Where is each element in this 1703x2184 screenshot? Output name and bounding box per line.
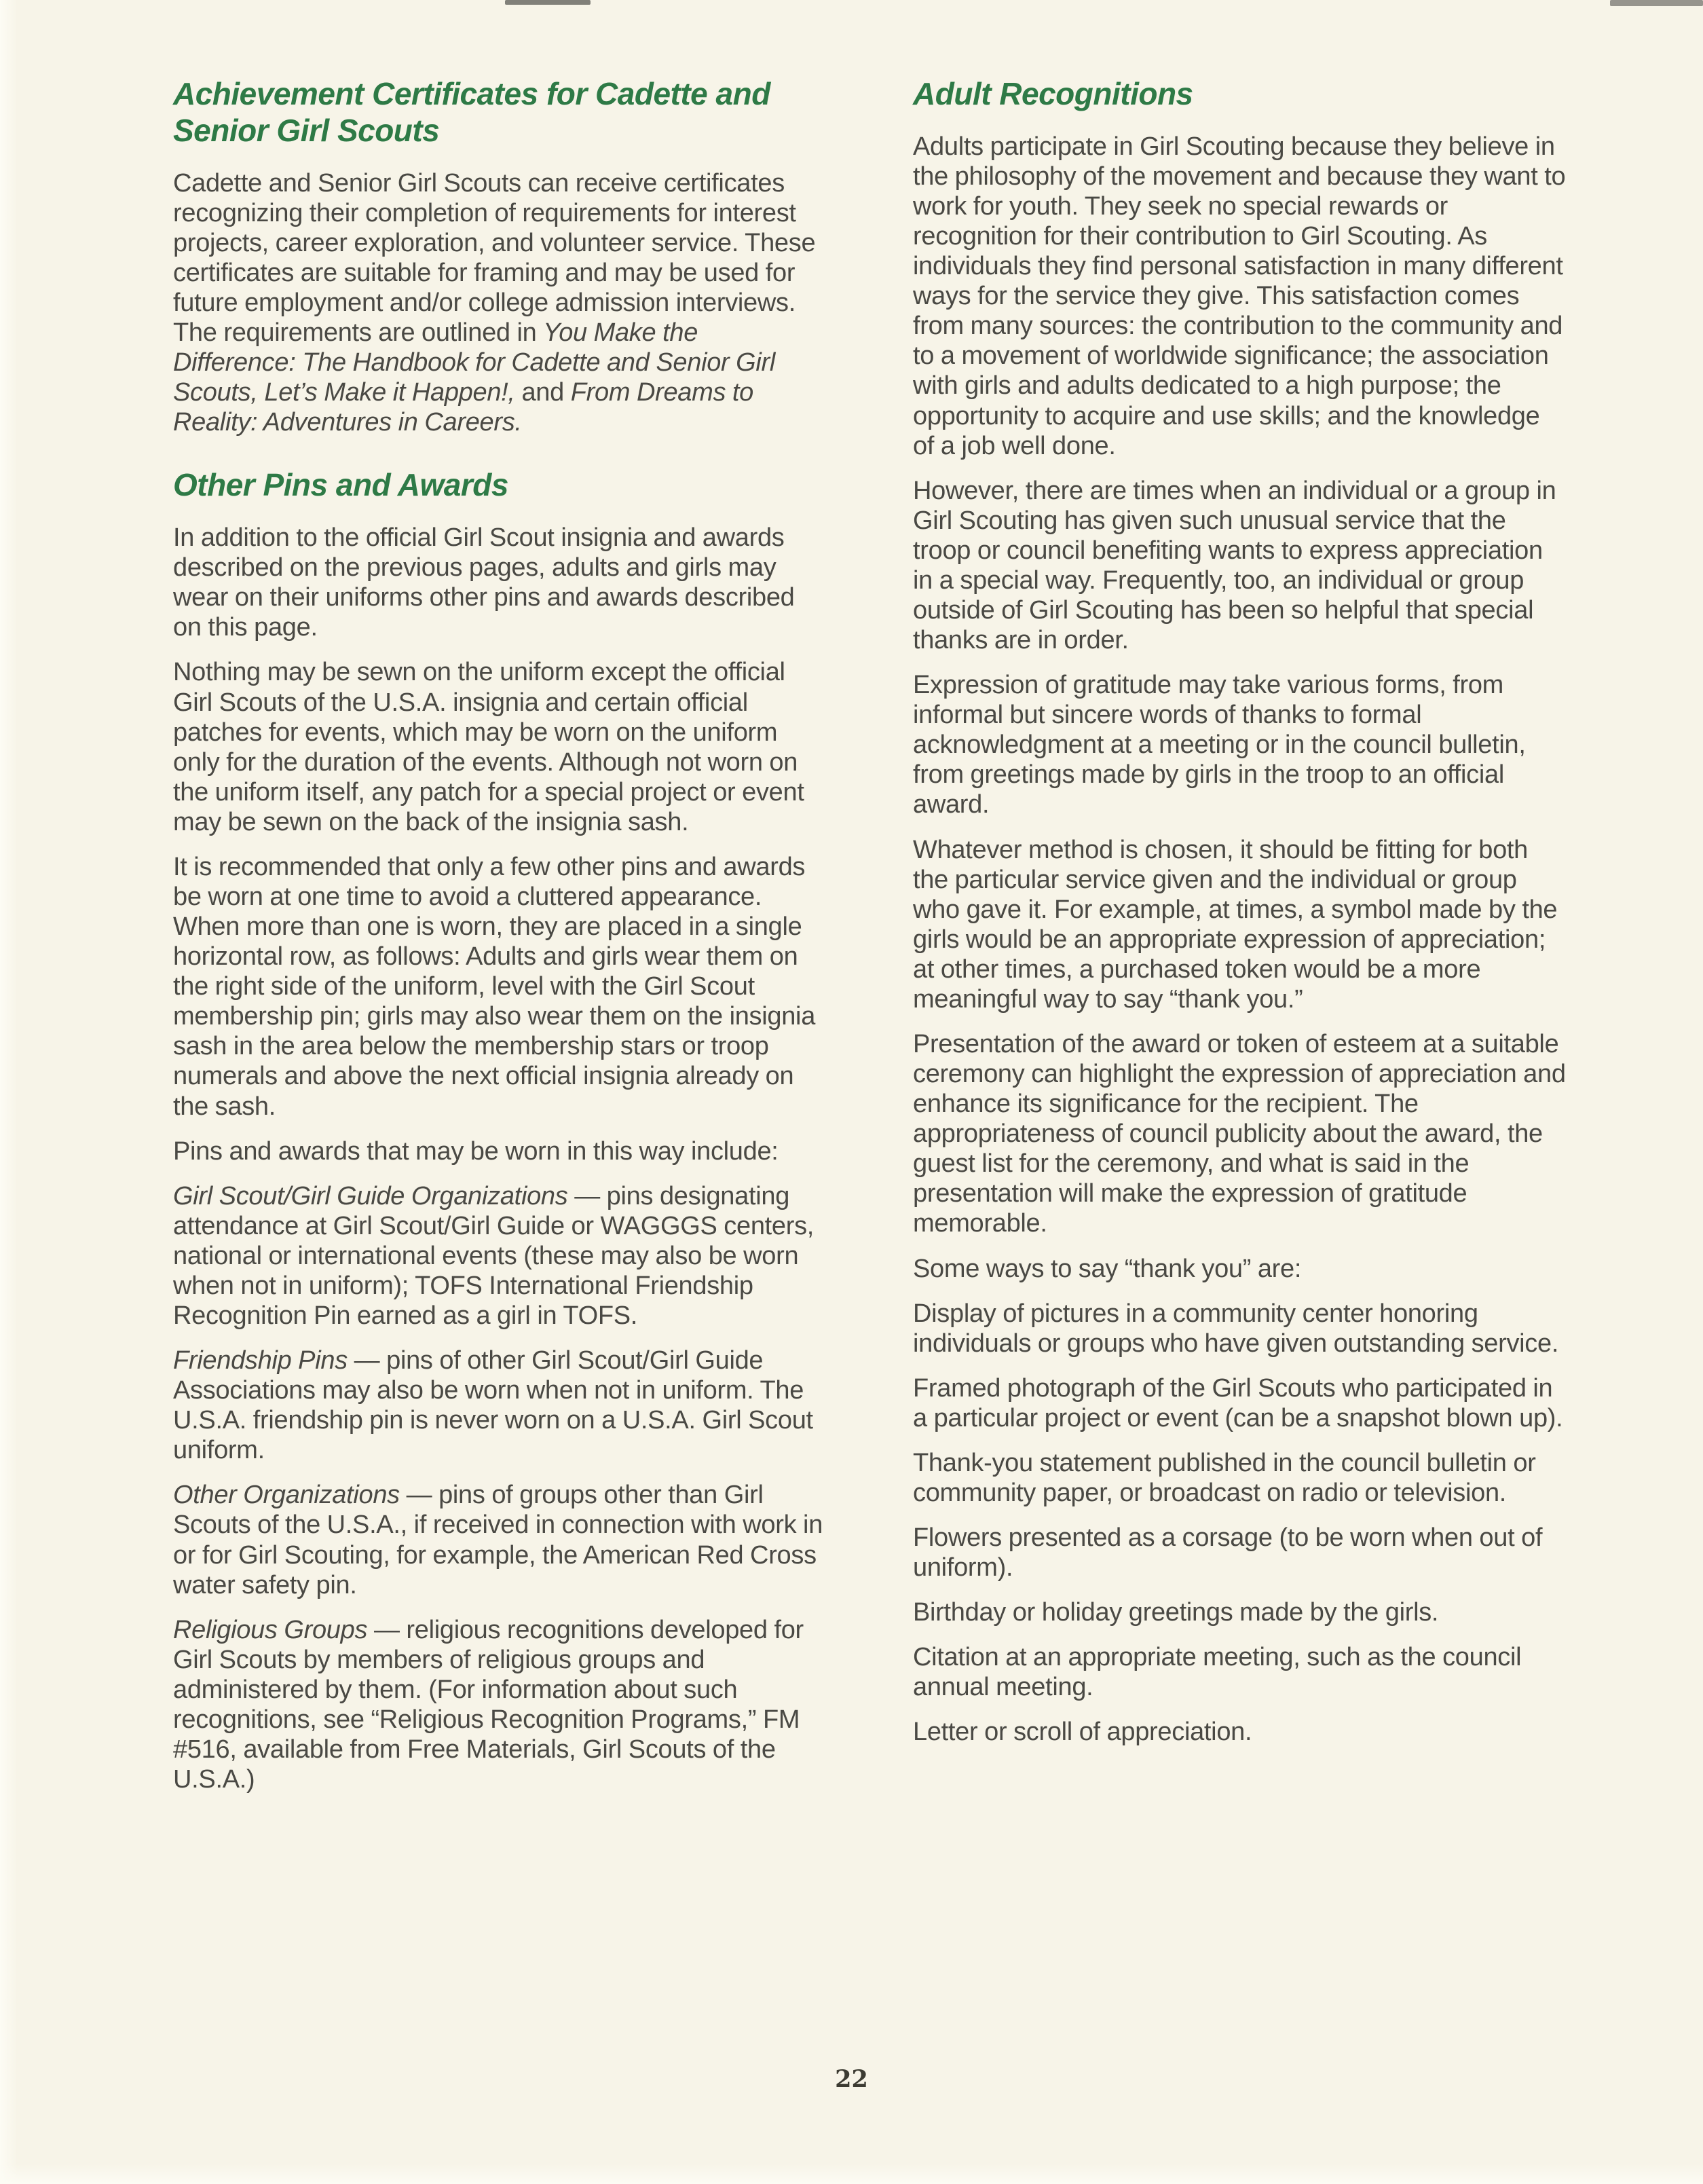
paragraph xyxy=(173,1136,826,1166)
italic-text-segment: Friendship Pins xyxy=(173,1346,348,1375)
text-segment: Birthday or holiday greetings made by the girls. xyxy=(913,1598,1439,1627)
paragraph xyxy=(173,657,826,836)
paragraph xyxy=(913,1717,1566,1747)
text-segment: Letter or scroll of appreciation. xyxy=(913,1718,1252,1747)
paragraph xyxy=(913,1448,1566,1508)
text-segment: Some ways to say “thank you” are: xyxy=(913,1254,1302,1283)
text-segment: Thank-you statement published in the council bulletin or community paper, or broadcast on radio or television. xyxy=(913,1448,1536,1508)
text-segment: — pins of other Girl Scout/Girl Guide Associations may also be worn when not in uniform. The U.S.A. friendship pin is never worn on a U.S.A. Girl Scout uniform. xyxy=(173,1346,813,1465)
italic-text-segment: You Make the Difference: The Handbook for Cadette and Senior Girl Scouts, Let’s Make it Happen!, xyxy=(173,318,776,407)
paragraph xyxy=(913,1029,1566,1239)
text-segment: However, there are times when an individual or a group in Girl Scouting has given such unusual service that the troop or council benefiting wants to express appreciation in a special way. Frequently, too, an individual or group outside of Girl Scouting has been so helpful that special thanks are in order. xyxy=(913,476,1556,655)
text-segment: Framed photograph of the Girl Scouts who participated in a particular project or event (can be a snapshot blown up). xyxy=(913,1373,1563,1432)
text-segment: Pins and awards that may be worn in this way include: xyxy=(173,1136,779,1166)
paragraph xyxy=(173,1480,826,1599)
paragraph xyxy=(913,1597,1566,1627)
text-segment: Other Pins and Awards xyxy=(173,467,508,503)
paragraph xyxy=(173,852,826,1122)
paragraph xyxy=(173,1615,826,1794)
paragraph xyxy=(913,1299,1566,1358)
paragraph xyxy=(913,476,1566,655)
scan-artifact xyxy=(505,0,591,5)
text-segment: Flowers presented as a corsage (to be worn when out of uniform). xyxy=(913,1523,1543,1583)
section-heading xyxy=(913,76,1566,113)
left-column xyxy=(173,76,826,1809)
text-segment: In addition to the official Girl Scout insignia and awards described on the previous pages, adults and girls may wear on their uniforms other pins and awards described on this page. xyxy=(173,523,795,642)
text-segment: — pins designating attendance at Girl Scout/Girl Guide or WAGGGS centers, national or international events (these may also be worn when not in uniform); TOFS International Friendship Recognition Pin earned as a girl in TOFS. xyxy=(173,1181,815,1331)
italic-text-segment: Other Organizations xyxy=(173,1481,400,1510)
text-segment: Citation at an appropriate meeting, such as the council annual meeting. xyxy=(913,1643,1522,1702)
section-heading xyxy=(173,467,826,504)
paragraph xyxy=(173,168,826,438)
paragraph xyxy=(173,1346,826,1465)
text-segment: — pins of groups other than Girl Scouts of the U.S.A., if received in connection with work in or for Girl Scouting, for example, the American Red Cross water safety pin. xyxy=(173,1481,823,1599)
section-heading xyxy=(173,76,826,149)
paragraph xyxy=(913,1373,1566,1433)
text-segment: — religious recognitions developed for Girl Scouts by members of religious groups and administered by them. (For information about such recognitions, see “Religious Recognition Programs,” FM #516, available from Free Materials, Girl Scouts of the U.S.A.) xyxy=(173,1615,804,1794)
right-column xyxy=(913,76,1566,1809)
italic-text-segment: From Dreams to Reality: Adventures in Careers. xyxy=(173,378,754,437)
two-column-text-layout xyxy=(173,76,1566,1809)
text-segment: Whatever method is chosen, it should be fitting for both the particular service given and the individual or group who gave it. For example, at times, a symbol made by the girls would be an appropriate expression of appreciation; at other times, a purchased token would be a more meaningful way to say “thank you.” xyxy=(913,835,1558,1014)
text-segment: Adult Recognitions xyxy=(913,76,1193,111)
text-segment: Presentation of the award or token of esteem at a suitable ceremony can highlight the expression of appreciation and enhance its significance for the recipient. The appropriateness of council publicity about the award, the guest list for the ceremony, and what is said in the presentation will make the expression of gratitude memorable. xyxy=(913,1030,1566,1238)
paragraph xyxy=(913,132,1566,461)
text-segment: and xyxy=(514,378,571,407)
text-segment: It is recommended that only a few other pins and awards be worn at one time to avoid a cluttered appearance. When more than one is worn, they are placed in a single horizontal row, as follows: Adults and girls wear them on the right side of the uniform, level with the Girl Scout membership pin; girls may also wear them on the insignia sash in the area below the membership stars or troop numerals and above the next official insignia already on the sash. xyxy=(173,852,816,1121)
paragraph xyxy=(173,523,826,642)
paragraph xyxy=(173,1181,826,1331)
paragraph xyxy=(913,1254,1566,1284)
scan-artifact xyxy=(1610,0,1703,6)
paragraph xyxy=(913,1642,1566,1702)
paragraph xyxy=(913,835,1566,1014)
paragraph xyxy=(913,1523,1566,1583)
text-segment: Adults participate in Girl Scouting because they believe in the philosophy of the movement and because they want to work for youth. They seek no special rewards or recognition for their contribution to Girl Scouting. As individuals they find personal satisfaction in many different ways for the service they give. This satisfaction comes from many sources: the contribution to the community and to a movement of worldwide significance; the association with girls and adults dedicated to a high purpose; the opportunity to acquire and use skills; and the knowledge of a job well done. xyxy=(913,132,1566,460)
italic-text-segment: Girl Scout/Girl Guide Organizations xyxy=(173,1181,568,1210)
italic-text-segment: Religious Groups xyxy=(173,1615,368,1644)
paragraph xyxy=(913,670,1566,819)
text-segment: Expression of gratitude may take various forms, from informal but sincere words of thanks to formal acknowledgment at a meeting or in the council bulletin, from greetings made by girls in the troop to an official award. xyxy=(913,671,1526,819)
page-edge-highlight-bottom xyxy=(0,2164,1703,2184)
page-number: 22 xyxy=(835,2065,868,2093)
text-segment: Achievement Certificates for Cadette and Senior Girl Scouts xyxy=(173,76,770,148)
text-segment: Cadette and Senior Girl Scouts can receive certificates recognizing their completion of requirements for interest projects, career exploration, and volunteer service. These certificates are suitable for framing and may be used for future employment and/or college admission interviews. The requirements are outlined in xyxy=(173,168,816,348)
text-segment: Nothing may be sewn on the uniform except the official Girl Scouts of the U.S.A. insignia and certain official patches for events, which may be worn on the uniform only for the duration of the events. Although not worn on the uniform itself, any patch for a special project or event may be sewn on the back of the insignia sash. xyxy=(173,658,804,836)
text-segment: Display of pictures in a community center honoring individuals or groups who have given outstanding service. xyxy=(913,1299,1559,1358)
page-edge-highlight-left xyxy=(0,0,18,2184)
